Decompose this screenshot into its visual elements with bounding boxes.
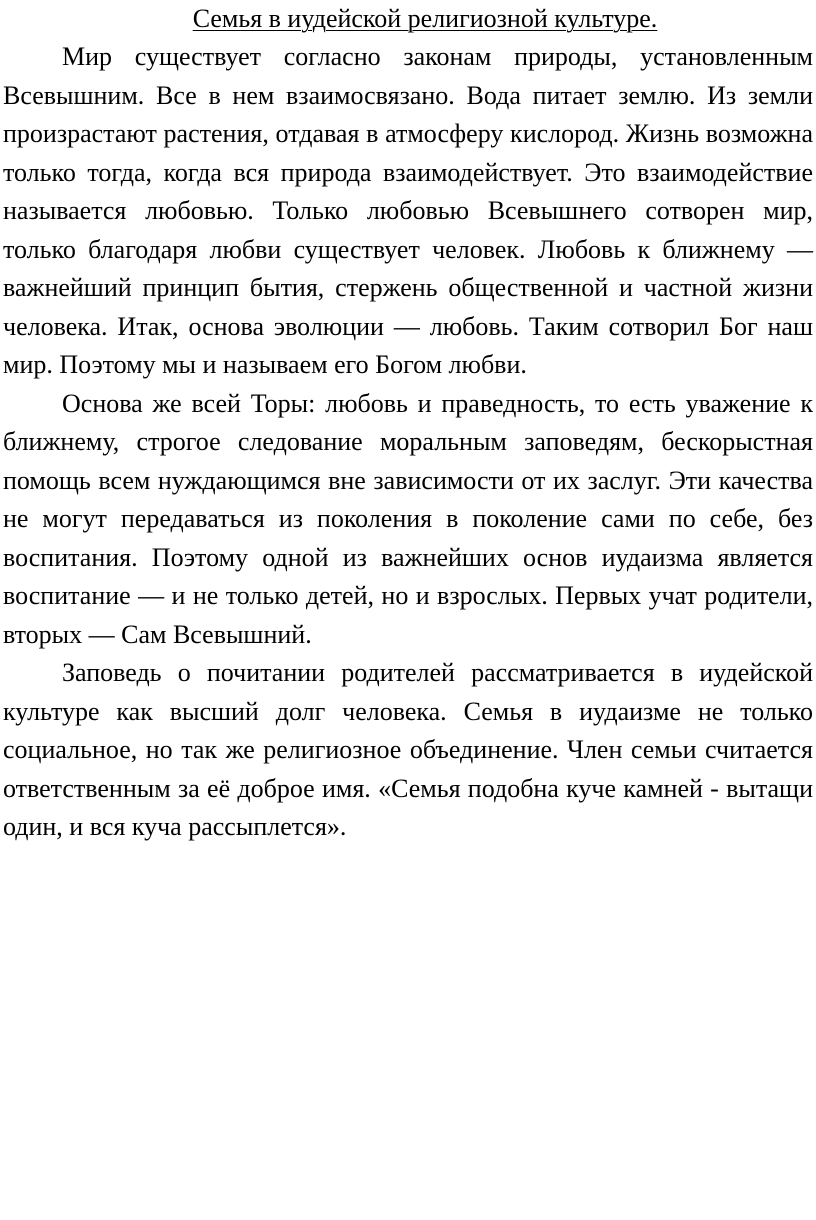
document-title: Семья в иудейской религиозной культуре. <box>192 4 658 33</box>
paragraph-1: Мир существует согласно законам природы, установленным Всевышним. Все в нем взаимосвязано. Вода питает землю. Из земли произрастают растения, отдавая в атмосферу кислород. Жизнь возможна только тогда, когда вся природа взаимодействует. Это взаимодействие называется любовью. Только любовью Всевышнего сотворен мир, только благодаря любви существует человек. Любовь к ближнему — важнейший принцип бытия, стержень общественной и частной жизни человека. Итак, основа эволюции — любовь. Таким сотворил Бог наш мир. Поэтому мы и называем его Богом любви. <box>3 42 813 379</box>
paragraph-2: Основа же всей Торы: любовь и праведность, то есть уважение к ближнему, строгое следование моральным заповедям, бескорыстная помощь всем нуждающимся вне зависимости от их заслуг. Эти качества не могут передаваться из поколения в поколение сами по себе, без воспитания. Поэтому одной из важнейших основ иудаизма является воспитание — и не только детей, но и взрослых. Первых учат родители, вторых — Сам Всевышний. <box>3 388 813 649</box>
paragraph-3: Заповедь о почитании родителей рассматривается в иудейской культуре как высший долг человека. Семья в иудаизме не только социальное, но так же религиозное объединение. Член семьи считается ответственным за её доброе имя. «Семья подобна куче камней - вытащи один, и вся куча рассыплется». <box>3 658 813 841</box>
document-body <box>3 3 813 847</box>
